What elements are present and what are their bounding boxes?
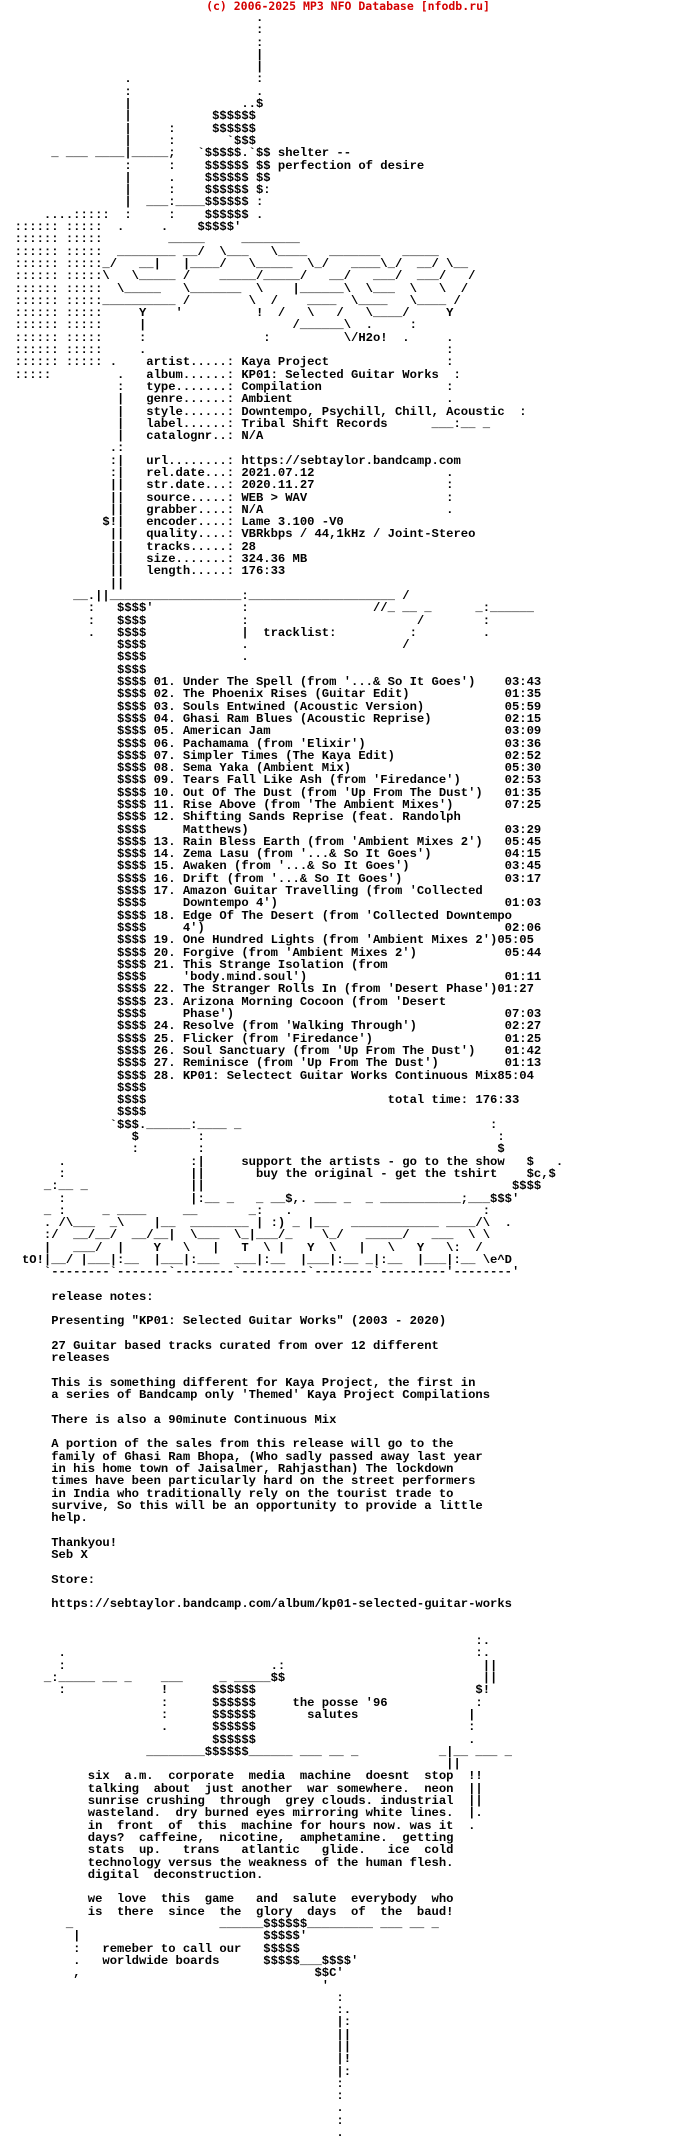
nfo-line: : $$$$ : / : xyxy=(0,613,491,628)
nfo-line: six a.m. corporate media machine doesnt stop !! xyxy=(0,1769,483,1784)
nfo-line: || length.....: 176:33 xyxy=(0,564,286,579)
nfo-line: : ! $$$$$$ $! xyxy=(0,1683,491,1698)
nfo-line: $$$$ 16. Drift (from '...& So It Goes') 03:17 xyxy=(0,871,542,886)
nfo-line: , $$C' xyxy=(0,1966,344,1981)
nfo-line: : xyxy=(0,2113,344,2128)
nfo-line: . $$$$$$ : xyxy=(0,1720,476,1735)
nfo-line: || size.......: 324.36 MB xyxy=(0,552,308,567)
nfo-line: _ : _ ____ __ _: . : xyxy=(0,1203,491,1218)
nfo-line: $$$$ xyxy=(0,1105,147,1120)
nfo-line: :. xyxy=(0,1634,491,1649)
nfo-line: : xyxy=(0,1990,344,2005)
nfo-line: family of Ghasi Ram Bhopa, (Who sadly passed away last year xyxy=(0,1449,483,1464)
nfo-line: $$$$ Matthews) 03:29 xyxy=(0,822,542,837)
nfo-line: :::::: ::::: Y ' ! / \ / \____/ Y xyxy=(0,306,454,321)
nfo-line: https://sebtaylor.bandcamp.com/album/kp01-selected-guitar-works xyxy=(0,1597,512,1612)
nfo-line: $$$$ 07. Simpler Times (The Kaya Edit) 02:52 xyxy=(0,748,542,763)
nfo-line: help. xyxy=(0,1511,88,1526)
nfo-line: : xyxy=(0,35,264,50)
nfo-line: is there since the glory days of the baud! xyxy=(0,1904,454,1919)
nfo-line: | : `$$$ xyxy=(0,133,256,148)
nfo-line: $$$$ 20. Forgive (from 'Ambient Mixes 2') 05:44 xyxy=(0,945,542,960)
nfo-line: : $$$$$$ salutes | xyxy=(0,1707,476,1722)
nfo-line: $ : : xyxy=(0,1130,505,1145)
nfo-line: :| rel.date...: 2021.07.12 . xyxy=(0,465,454,480)
nfo-line: : xyxy=(0,2076,344,2091)
nfo-line: :| url........: https://sebtaylor.bandcamp.com xyxy=(0,453,461,468)
nfo-line: | $$$$$$ xyxy=(0,109,256,124)
nfo-line: | ___:____$$$$$$ : xyxy=(0,195,264,210)
nfo-line: || grabber....: N/A . xyxy=(0,502,454,517)
nfo-line: $$$$ 11. Rise Above (from 'The Ambient Mixes') 07:25 xyxy=(0,798,542,812)
nfo-line: || xyxy=(0,576,125,591)
nfo-line: releases xyxy=(0,1351,110,1366)
nfo-line: :::::: ::::: \_____ \_______ \ |______\ \___ \ \ / xyxy=(0,281,469,296)
nfo-line: `$$$.______:____ _ : xyxy=(0,1117,498,1132)
nfo-line: $$$$ 06. Pachamama (from 'Elixir') 03:36 xyxy=(0,736,542,751)
nfo-line: | : $$$$$$ xyxy=(0,121,256,136)
nfo-line: | style......: Downtempo, Psychill, Chill, Acoustic : xyxy=(0,404,527,419)
nfo-line: :::::: :::::_/ __| |____/ \_____ \_/ ____\_/ __/ \__ xyxy=(0,256,469,271)
nfo-line: :::::: ::::: _____ ________ xyxy=(0,232,300,247)
nfo-line: $$$$ 23. Arizona Morning Cocoon (from 'Desert xyxy=(0,994,447,1009)
nfo-line: _:__ _ || $$$$ xyxy=(0,1179,542,1194)
nfo-line: :/ __/__/ __/__| \___ \_|___/_ \_/ _____/ ___ \ \ xyxy=(0,1228,491,1243)
nfo-line: __.||__________________:____________________ / xyxy=(0,588,410,603)
nfo-line: $$$$ 05. American Jam 03:09 xyxy=(0,724,542,739)
nfo-line: $$$$ 17. Amazon Guitar Travelling (from 'Collected xyxy=(0,884,483,899)
nfo-line: _:_____ __ _ ___ _ _____$$ || xyxy=(0,1671,498,1686)
nfo-line: 27 Guitar based tracks curated from over 12 different xyxy=(0,1339,439,1354)
nfo-line: . : xyxy=(0,72,264,87)
nfo-line: in front of this machine for hours now. was it . xyxy=(0,1818,476,1833)
nfo-line: $$$$ 28. KP01: Selectect Guitar Works Continuous Mix85:04 xyxy=(0,1068,534,1083)
nfo-line: $$$$ total time: 176:33 xyxy=(0,1093,520,1108)
nfo-line: .: xyxy=(0,441,125,456)
nfo-line: $$$$ 01. Under The Spell (from '...& So It Goes') 03:43 xyxy=(0,675,542,690)
nfo-line: : $$$$' : //_ __ _ _:______ xyxy=(0,601,534,616)
nfo-line: days? caffeine, nicotine, amphetamine. getting xyxy=(0,1830,454,1845)
nfo-line: $$$$ 02. The Phoenix Rises (Guitar Edit) 01:35 xyxy=(0,687,542,702)
nfo-line: ' xyxy=(0,1978,330,1993)
nfo-line: :::::: ::::: . : xyxy=(0,343,454,358)
nfo-line: Presenting "KP01: Selected Guitar Works" (2003 - 2020) xyxy=(0,1314,447,1329)
nfo-line: $$$$ 15. Awaken (from '...& So It Goes') 03:45 xyxy=(0,859,542,874)
nfo-line: `--------`-------`--------`---------`--------`---------'--------' xyxy=(0,1265,520,1280)
nfo-line: $$$$ 10. Out Of The Dust (from 'Up From The Dust') 01:35 xyxy=(0,785,542,800)
nfo-line: stats up. trans atlantic glide. ice cold xyxy=(0,1843,454,1858)
site-header: (c) 2006-2025 MP3 NFO Database [nfodb.ru] xyxy=(206,0,490,13)
nfo-line: $$$$ 18. Edge Of The Desert (from 'Collected Downtempo xyxy=(0,908,512,923)
nfo-line: technology versus the weakness of the human flesh. xyxy=(0,1855,454,1870)
nfo-line: ::::: . album......: KP01: Selected Guitar Works : xyxy=(0,367,461,382)
nfo-line: $$$$ 22. The Stranger Rolls In (from 'Desert Phase')01:27 xyxy=(0,982,534,997)
nfo-line: we love this game and salute everybody who xyxy=(0,1892,454,1907)
nfo-line: $$$$ xyxy=(0,1080,147,1095)
nfo-line: | xyxy=(0,47,264,62)
nfo-line: $$$$ . / xyxy=(0,638,410,653)
nfo-line: | : $$$$$$ $: xyxy=(0,183,271,198)
nfo-line: || tracks.....: 28 xyxy=(0,539,256,554)
nfo-line: | catalognr..: N/A xyxy=(0,429,264,444)
nfo-line: |: xyxy=(0,2015,352,2030)
nfo-line: : remeber to call our $$$$$ xyxy=(0,1941,300,1956)
nfo-line: | xyxy=(0,60,264,75)
nfo-line: :. xyxy=(0,2003,352,2018)
nfo-line: in his home town of Jaisalmer, Rahjasthan) The lockdown xyxy=(0,1462,454,1477)
nfo-line: $$$$ 04. Ghasi Ram Blues (Acoustic Reprise) 02:15 xyxy=(0,711,542,726)
nfo-line: || str.date...: 2020.11.27 : xyxy=(0,478,454,493)
nfo-line: $$$$ Downtempo 4') 01:03 xyxy=(0,896,542,911)
nfo-line: $$$$ 24. Resolve (from 'Walking Through') 02:27 xyxy=(0,1019,542,1034)
nfo-line: | ..$ xyxy=(0,97,264,112)
nfo-line: $$$$ 21. This Strange Isolation (from xyxy=(0,957,388,972)
nfo-line: : : $$$$$$ $$ perfection of desire xyxy=(0,158,425,173)
nfo-line: . :. xyxy=(0,1646,491,1661)
nfo-line: :::::: :::::__________ / \ / ____ \____ \____ / xyxy=(0,293,461,308)
nfo-line: |: xyxy=(0,2064,352,2079)
nfo-text xyxy=(0,12,696,2139)
nfo-line: :::::: ::::: ________ __/ \___ \____ _______ _____ xyxy=(0,244,439,259)
nfo-line: in India who traditionally rely on the tourist trade to xyxy=(0,1486,454,1501)
nfo-line: survive, So this will be an opportunity to provide a little xyxy=(0,1498,483,1513)
nfo-line: . /\___ _\ |__ ________ | :) _ |__ ____________ ____/\ . xyxy=(0,1216,512,1231)
nfo-line: : . xyxy=(0,84,264,99)
nfo-line: This is something different for Kaya Project, the first in xyxy=(0,1375,476,1390)
nfo-line: | label......: Tribal Shift Records ___:__ _ xyxy=(0,416,491,431)
nfo-line: | . $$$$$$ $$ xyxy=(0,170,271,185)
nfo-line: _ ______$$$$$$_________ ___ __ _ xyxy=(0,1917,439,1932)
nfo-line: There is also a 90minute Continuous Mix xyxy=(0,1412,337,1427)
nfo-line: | ___/ | Y \ | T \ | Y \ | \ Y \: / xyxy=(0,1240,483,1255)
nfo-line: : : $ xyxy=(0,1142,505,1157)
nfo-line: $$$$ . xyxy=(0,650,249,665)
nfo-line: times have been particularly hard on the street performers xyxy=(0,1474,476,1489)
nfo-line: ....::::: : : $$$$$$ . xyxy=(0,207,264,222)
nfo-line: . xyxy=(0,2126,344,2139)
nfo-line: $$$$ 26. Soul Sanctuary (from 'Up From The Dust') 01:42 xyxy=(0,1043,542,1058)
nfo-line: . :| support the artists - go to the show $ . xyxy=(0,1154,564,1169)
nfo-line: Thankyou! xyxy=(0,1535,118,1550)
nfo-line: $$$$ 4') 02:06 xyxy=(0,920,542,935)
nfo-line: | $$$$$' xyxy=(0,1929,308,1944)
nfo-line: : || buy the original - get the tshirt $c,$ xyxy=(0,1166,556,1181)
nfo-line: || source.....: WEB > WAV : xyxy=(0,490,454,505)
nfo-line: :::::: ::::: . . $$$$$' xyxy=(0,220,242,235)
nfo-line: : xyxy=(0,2089,344,2104)
nfo-line: talking about just another war somewhere. neon || xyxy=(0,1781,483,1796)
nfo-line: $$$$ 08. Sema Yaka (Ambient Mix) 05:30 xyxy=(0,761,542,776)
nfo-line: $$$$ 27. Reminisce (from 'Up From The Dust') 01:13 xyxy=(0,1056,542,1071)
nfo-line: $$$$ 19. One Hundred Lights (from 'Ambient Mixes 2')05:05 xyxy=(0,933,534,948)
nfo-line: . xyxy=(0,2101,344,2116)
nfo-line: sunrise crushing through grey clouds. industrial || xyxy=(0,1794,483,1809)
nfo-line: $$$$ xyxy=(0,662,147,677)
nfo-line: || xyxy=(0,2027,352,2042)
nfo-line: $$$$ Phase') 07:03 xyxy=(0,1007,542,1022)
nfo-line: || quality....: VBRkbps / 44,1kHz / Joint-Stereo xyxy=(0,527,476,542)
nfo-line: release notes: xyxy=(0,1289,154,1304)
nfo-line: || xyxy=(0,1757,461,1772)
nfo-line: $$$$ 25. Flicker (from 'Firedance') 01:25 xyxy=(0,1031,542,1046)
nfo-line: || xyxy=(0,2039,352,2054)
nfo-line: _ ___ ____|_____; `$$$$$.`$$ shelter -- xyxy=(0,146,352,161)
nfo-line: . worldwide boards $$$$$___$$$$' xyxy=(0,1953,359,1968)
nfo-line: | genre......: Ambient . xyxy=(0,392,454,407)
nfo-line: $$$$ 03. Souls Entwined (Acoustic Version) 05:59 xyxy=(0,699,542,714)
nfo-line: $!| encoder....: Lame 3.100 -V0 xyxy=(0,515,344,530)
nfo-line: :::::: ::::: . artist.....: Kaya Project : xyxy=(0,355,454,370)
nfo-line: a series of Bandcamp only 'Themed' Kaya Project Compilations xyxy=(0,1388,491,1403)
nfo-line: . $$$$ | tracklist: : . xyxy=(0,625,491,640)
nfo-line: : type.......: Compilation : xyxy=(0,379,454,394)
nfo-line: A portion of the sales from this release will go to the xyxy=(0,1437,454,1452)
nfo-line: :::::: ::::: : : \/H2o! . . xyxy=(0,330,454,345)
nfo-line: : |:__ _ _ __$,. ___ _ _ ___________;___$$$' xyxy=(0,1191,520,1206)
nfo-line: . xyxy=(0,12,264,25)
nfo-line: $$$$ 09. Tears Fall Like Ash (from 'Firedance') 02:53 xyxy=(0,773,542,788)
nfo-line: digital deconstruction. xyxy=(0,1867,264,1882)
nfo-line: $$$$ 'body.mind.soul') 01:11 xyxy=(0,970,542,985)
nfo-line: Seb X xyxy=(0,1548,88,1563)
nfo-line: : .: || xyxy=(0,1658,498,1673)
nfo-line: Store: xyxy=(0,1572,96,1587)
nfo-line: ________$$$$$$______ ___ __ _ _|__ ___ _ xyxy=(0,1744,512,1759)
nfo-line: :::::: ::::: | /______\ . : xyxy=(0,318,417,333)
nfo-line: :::::: :::::\ \_____ / _____/_____/ __/ ___/ ___/ / xyxy=(0,269,476,284)
nfo-line: $$$$ 12. Shifting Sands Reprise (feat. Randolph xyxy=(0,810,461,825)
nfo-line: tO!|__/ |___|:__ |___|:___ ___|:__ |___|:__ _|:__ |___|:__ \e^D xyxy=(0,1252,512,1267)
nfo-line: : $$$$$$ the posse '96 : xyxy=(0,1695,483,1710)
nfo-line: $$$$ 13. Rain Bless Earth (from 'Ambient Mixes 2') 05:45 xyxy=(0,834,542,849)
nfo-line: wasteland. dry burned eyes mirroring white lines. |. xyxy=(0,1806,483,1821)
nfo-line: |! xyxy=(0,2052,352,2067)
nfo-line: $$$$$$ . xyxy=(0,1732,476,1747)
nfo-line: : xyxy=(0,23,264,38)
nfo-line: $$$$ 14. Zema Lasu (from '...& So It Goes') 04:15 xyxy=(0,847,542,862)
